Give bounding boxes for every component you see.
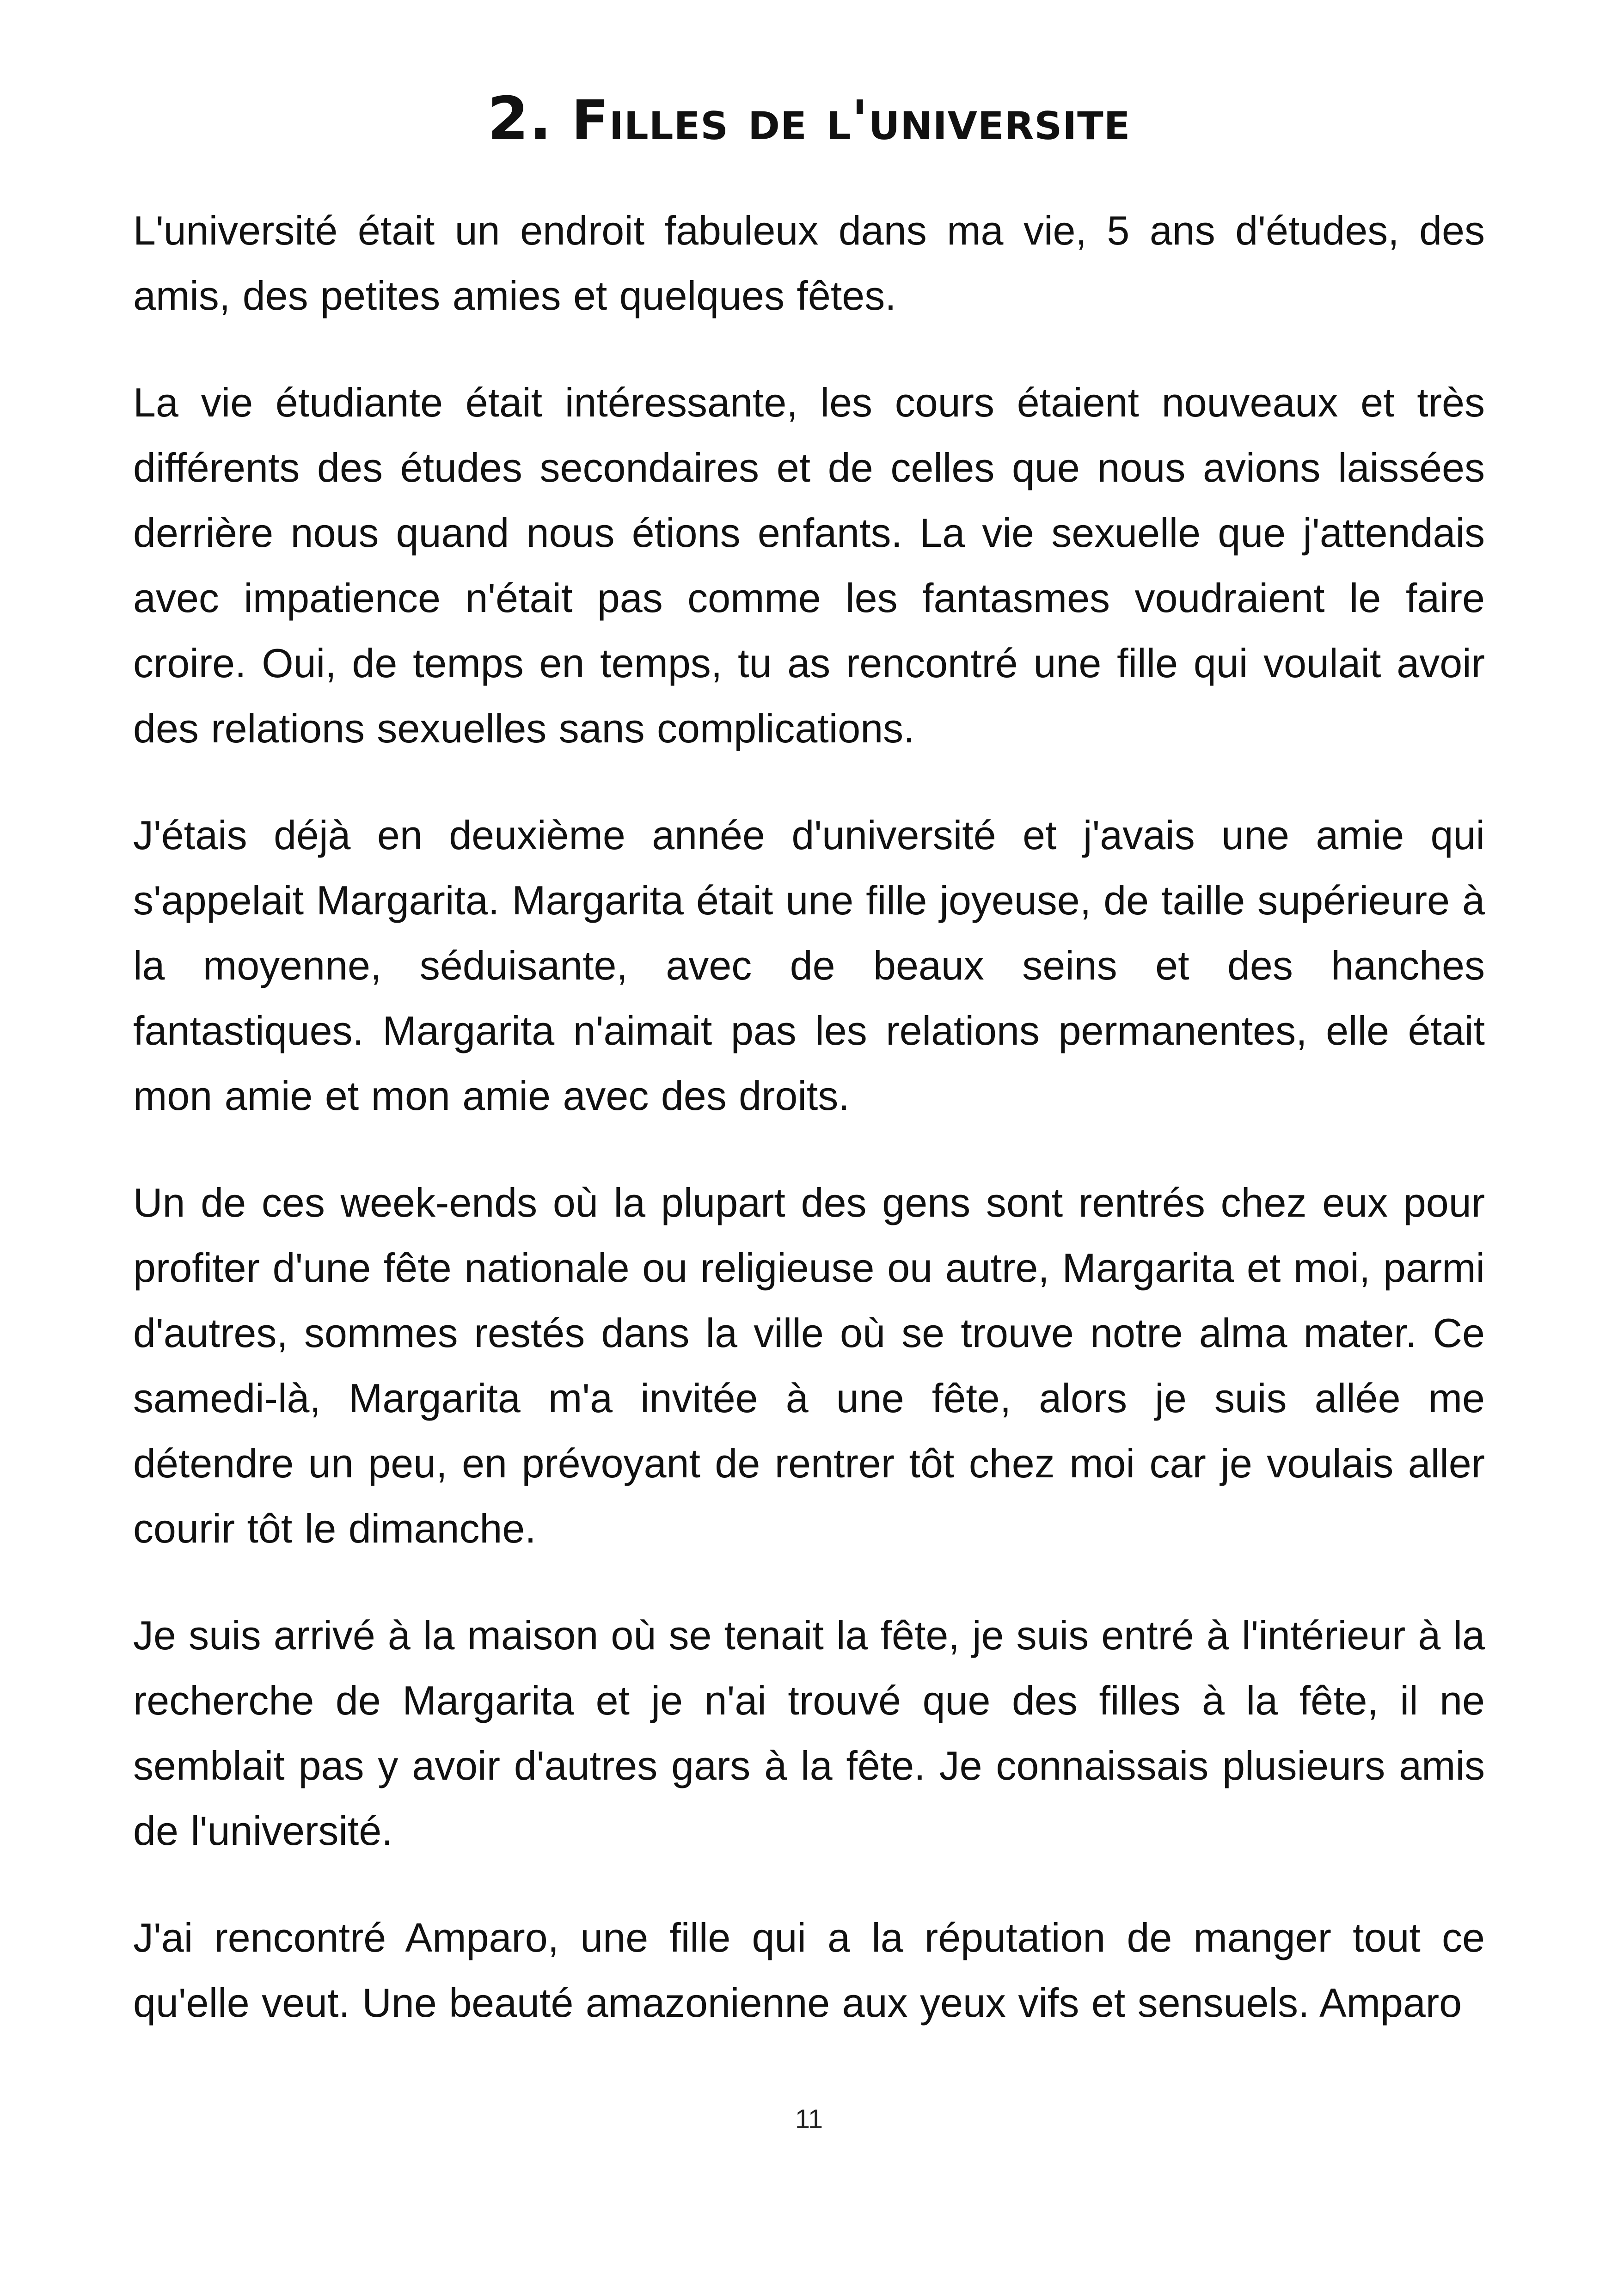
body-text <box>133 198 1485 2035</box>
paragraph: J'étais déjà en deuxième année d'université et j'avais une amie qui s'appelait Margarita. Margarita était une fille joyeuse, de taille supérieure à la moyenne, séduisante, avec de beaux seins et des hanches fantastiques. Margarita n'aimait pas les relations permanentes, elle était mon amie et mon amie avec des droits. <box>133 812 1485 1119</box>
chapter-number: 2. <box>487 85 552 153</box>
chapter-title-word: de <box>748 88 807 152</box>
paragraph: La vie étudiante était intéressante, les cours étaient nouveaux et très différents des études secondaires et de celles que nous avions laissées derrière nous quand nous étions enfants. La vie sexuelle que j'attendais avec impatience n'était pas comme les fantasmes voudraient le faire croire. Oui, de temps en temps, tu as rencontré une fille qui voulait avoir des relations sexuelles sans complications. <box>133 380 1485 751</box>
chapter-title <box>0 82 1618 157</box>
paragraph: Un de ces week-ends où la plupart des gens sont rentrés chez eux pour profiter d'une fête nationale ou religieuse ou autre, Margarita et moi, parmi d'autres, sommes restés dans la ville où se trouve notre alma mater. Ce samedi-là, Margarita m'a invitée à une fête, alors je suis allée me détendre un peu, en prévoyant de rentrer tôt chez moi car je voulais aller courir tôt le dimanche. <box>133 1180 1485 1551</box>
chapter-title-word: l'universite <box>826 88 1131 152</box>
paragraph: L'université était un endroit fabuleux dans ma vie, 5 ans d'études, des amis, des petites amies et quelques fêtes. <box>133 208 1485 318</box>
page-number: 11 <box>795 2104 823 2134</box>
chapter-title-word: Filles <box>571 88 729 152</box>
paragraph: J'ai rencontré Amparo, une fille qui a la réputation de manger tout ce qu'elle veut. Une beauté amazonienne aux yeux vifs et sensuels. Amparo <box>133 1915 1485 2026</box>
paragraph: Je suis arrivé à la maison où se tenait la fête, je suis entré à l'intérieur à la recherche de Margarita et je n'ai trouvé que des filles à la fête, il ne semblait pas y avoir d'autres gars à la fête. Je connaissais plusieurs amis de l'université. <box>133 1612 1485 1854</box>
